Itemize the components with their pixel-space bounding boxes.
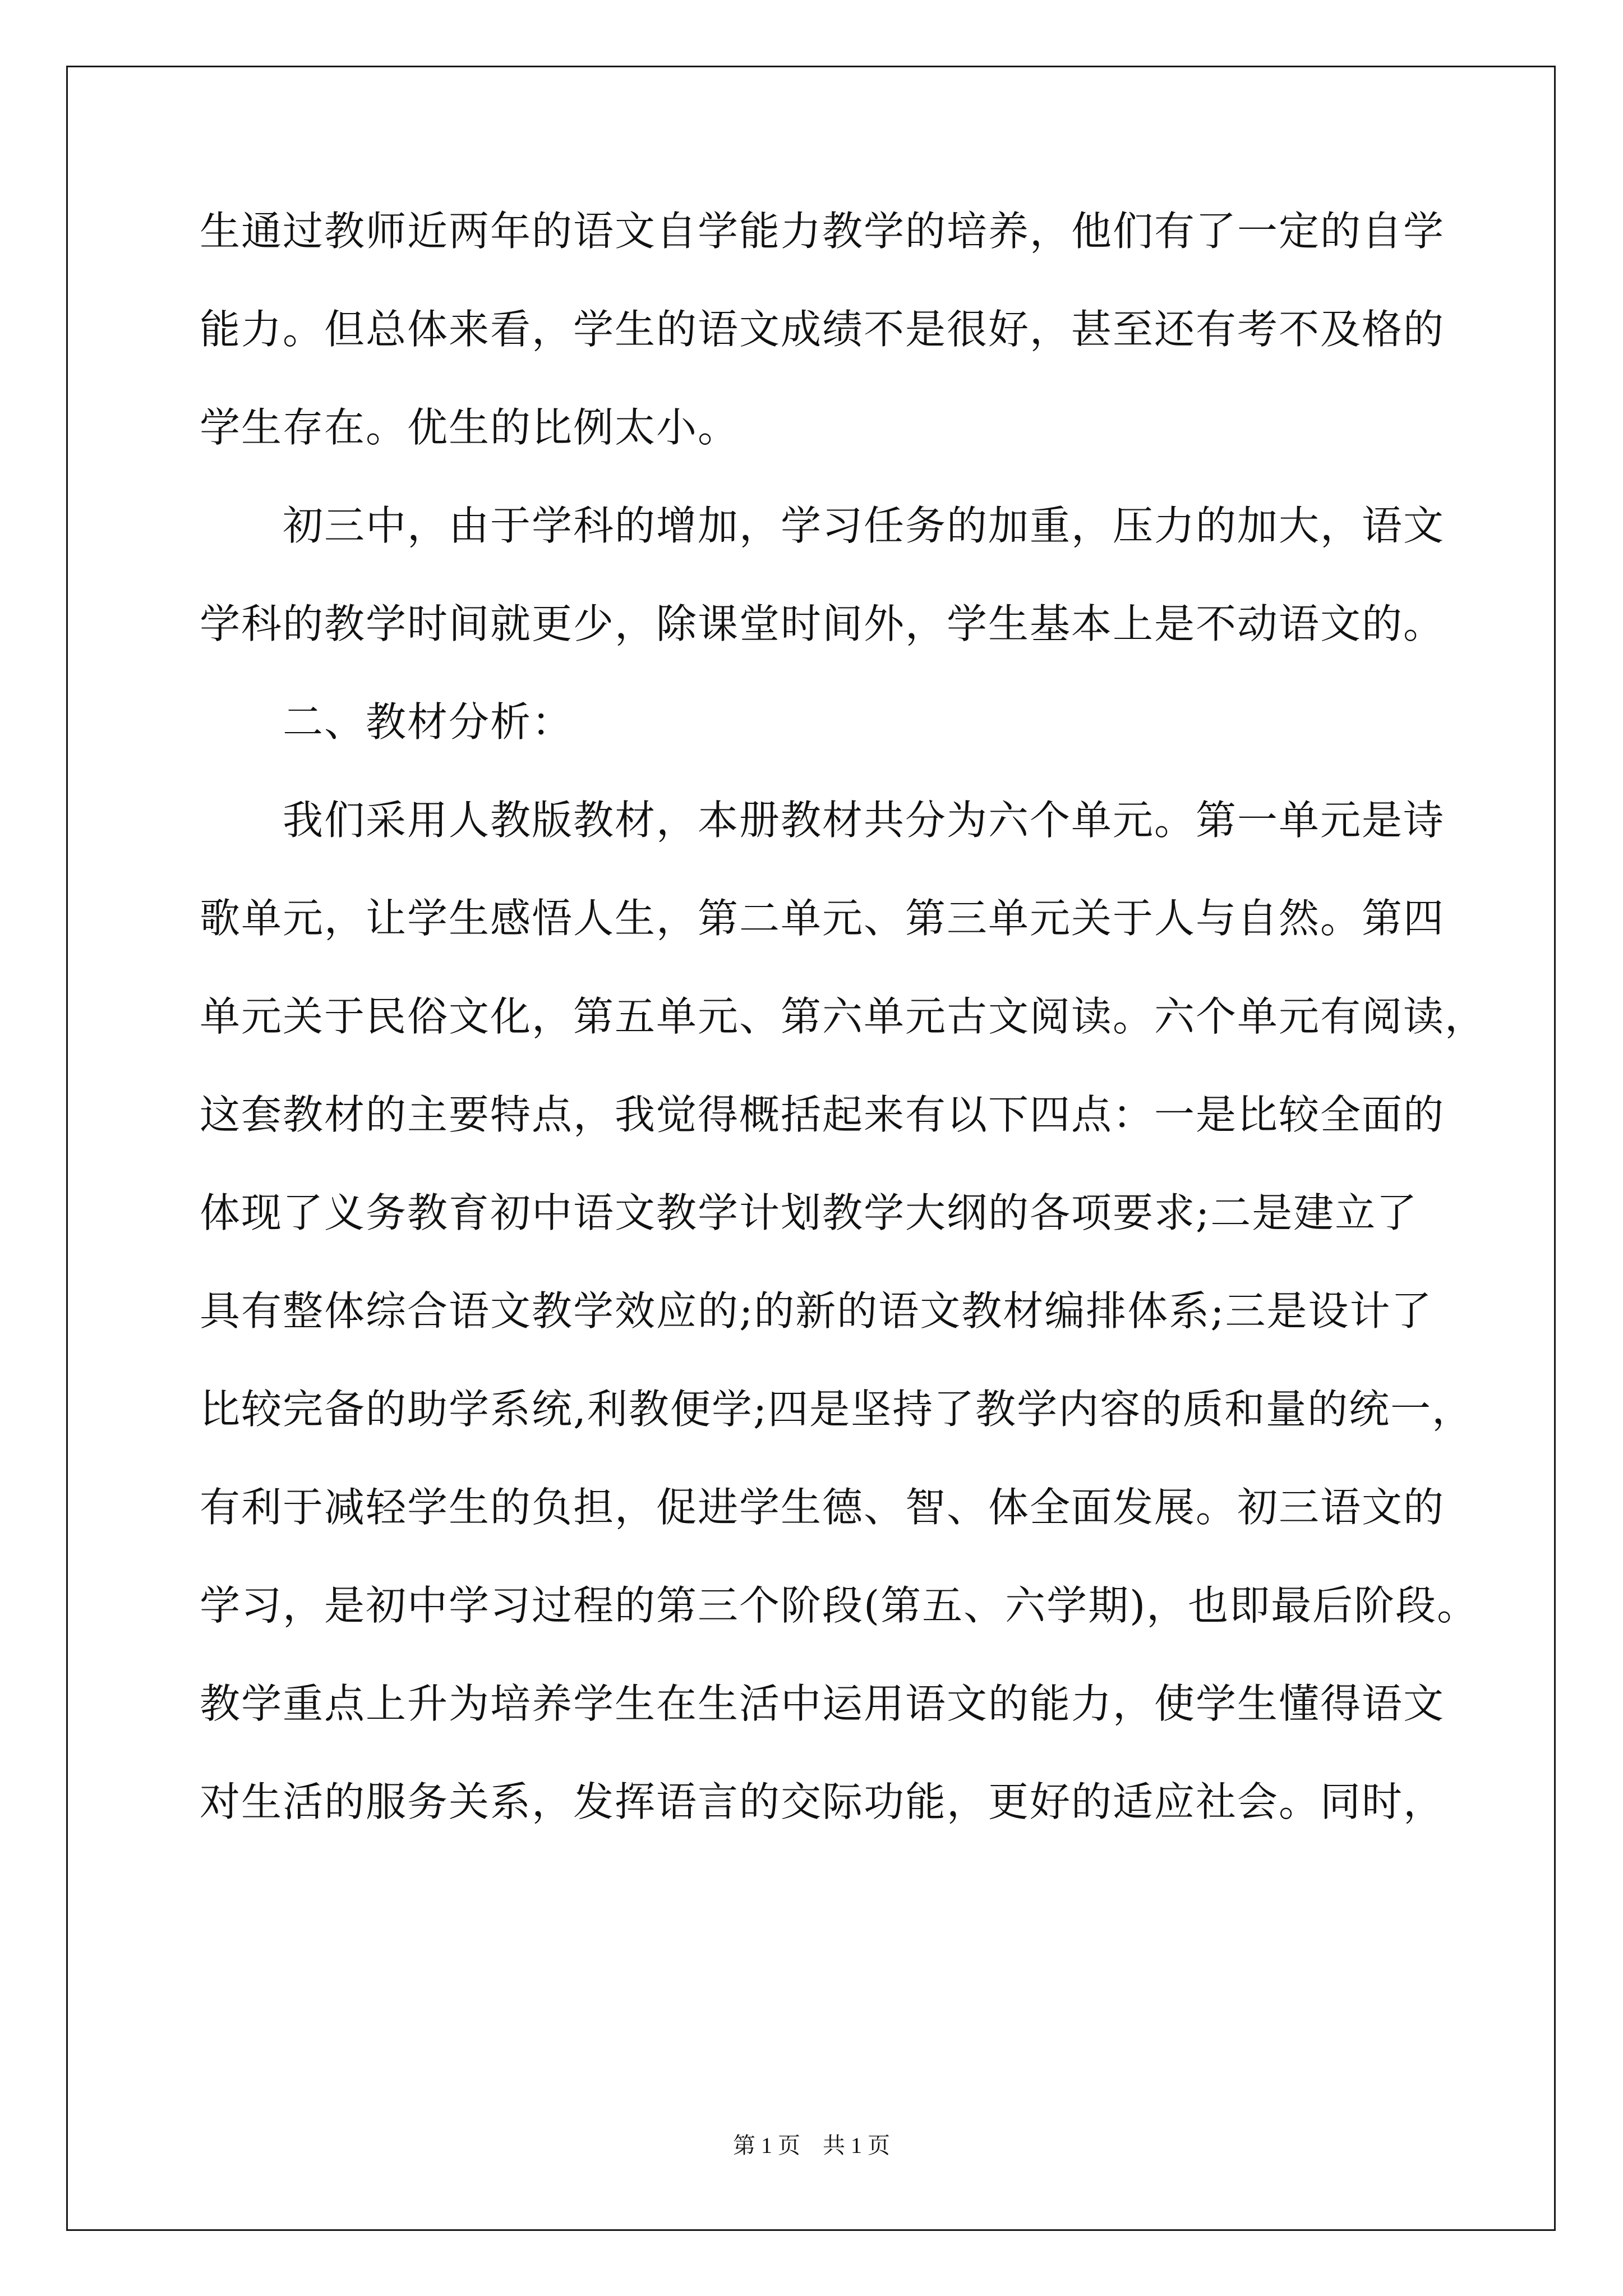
page-number-footer: 第 1 页 共 1 页	[733, 2133, 890, 2158]
text-line: 学习，是初中学习过程的第三个阶段(第五、六学期)，也即最后阶段。	[200, 1582, 1479, 1629]
section-heading: 二、教材分析：	[200, 698, 574, 746]
text-line: 能力。但总体来看，学生的语文成绩不是很好，甚至还有考不及格的	[200, 306, 1445, 353]
text-line: 单元关于民俗文化，第五单元、第六单元古文阅读。六个单元有阅读，	[200, 993, 1487, 1040]
text-line: 生通过教师近两年的语文自学能力教学的培养，他们有了一定的自学	[200, 208, 1445, 255]
text-line: 教学重点上升为培养学生在生活中运用语文的能力，使学生懂得语文	[200, 1680, 1445, 1727]
text-line: 具有整体综合语文教学效应的;的新的语文教材编排体系;三是设计了	[200, 1287, 1433, 1335]
text-line: 初三中，由于学科的增加，学习任务的加重，压力的加大，语文	[200, 502, 1445, 549]
text-line: 学生存在。优生的比例太小。	[200, 404, 740, 451]
text-line: 比较完备的助学系统,利教便学;四是坚持了教学内容的质和量的统一，	[200, 1386, 1474, 1433]
text-line: 这套教材的主要特点，我觉得概括起来有以下四点：一是比较全面的	[200, 1091, 1445, 1138]
text-line: 我们采用人教版教材，本册教材共分为六个单元。第一单元是诗	[200, 797, 1445, 844]
page-border	[66, 66, 1556, 2231]
text-line: 对生活的服务关系，发挥语言的交际功能，更好的适应社会。同时，	[200, 1778, 1445, 1825]
text-line: 学科的教学时间就更少，除课堂时间外，学生基本上是不动语文的。	[200, 600, 1445, 647]
text-line: 有利于减轻学生的负担，促进学生德、智、体全面发展。初三语文的	[200, 1484, 1445, 1531]
text-line: 体现了义务教育初中语文教学计划教学大纲的各项要求;二是建立了	[200, 1189, 1418, 1236]
text-line: 歌单元，让学生感悟人生，第二单元、第三单元关于人与自然。第四	[200, 895, 1445, 942]
